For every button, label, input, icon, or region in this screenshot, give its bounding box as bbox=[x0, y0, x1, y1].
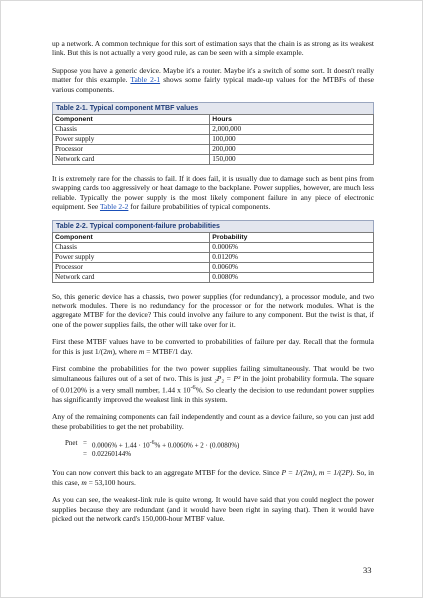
table-cell: Chassis bbox=[53, 242, 210, 252]
table-1-caption: Table 2-1. Typical component MTBF values bbox=[52, 102, 374, 114]
paragraph-8 bbox=[52, 468, 374, 487]
table-cell: 150,000 bbox=[210, 155, 374, 165]
text-run: First combine the probabilities for the two power supplies failing simultaneously. That would be two simultaneous failures out of a set of two. This is just bbox=[52, 364, 374, 383]
text-run: 0.0006% + 1.44 · 10 bbox=[92, 441, 150, 450]
text-run: in the joint probability formula. The square of 0.0120% is a very small number, 1.44 x 10 bbox=[52, 373, 375, 395]
text-run: First these MTBF values have to be converted to probabilities of failure per day. Recall that the formula for this is just 1/(2 bbox=[52, 337, 374, 356]
table-cell: 0.0006% bbox=[210, 242, 374, 252]
header-probability: Probability bbox=[210, 232, 374, 242]
mtbf-table bbox=[52, 114, 374, 165]
table-2-caption: Table 2-2. Typical component-failure probabilities bbox=[52, 220, 374, 232]
table-cell: Processor bbox=[53, 145, 210, 155]
table-2-2-link[interactable]: Table 2-2 bbox=[99, 202, 129, 212]
table-row bbox=[53, 155, 374, 165]
math-variable: m bbox=[81, 477, 87, 487]
math-variable: m bbox=[138, 346, 145, 356]
formula-line-1 bbox=[65, 439, 374, 450]
formula-spacer bbox=[65, 450, 83, 459]
text-run: Suppose you have a generic device. Maybe it's a router. Maybe it's a switch of some sort. It doesn't really matter for this example. bbox=[52, 65, 374, 85]
table-row bbox=[53, 262, 374, 272]
superscript: -6 bbox=[149, 440, 155, 447]
table-header-row bbox=[53, 115, 374, 125]
text-run: You can now convert this back to an aggregate MTBF for the device. Since bbox=[52, 468, 282, 478]
text-run: for failure probabilities of typical components. bbox=[128, 202, 271, 212]
table-row bbox=[53, 272, 374, 282]
equals-sign: = bbox=[83, 439, 87, 448]
table-cell: 2,000,000 bbox=[210, 125, 374, 135]
text-run: % + 0.0060% + 2 · (0.0080%) bbox=[154, 441, 240, 450]
paragraph-6 bbox=[52, 364, 374, 404]
paragraph-9: As you can see, the weakest-link rule is quite wrong. It would have said that you could neglect the power supplies because they are redundant (and it would have been right in saying that). Then it would have picked out the network card's 150,000-hour MTBF value. bbox=[52, 495, 374, 523]
table-cell: Power supply bbox=[53, 135, 210, 145]
table-2-1-link[interactable]: Table 2-1 bbox=[130, 75, 161, 85]
table-cell: Network card bbox=[53, 272, 210, 282]
table-cell: Chassis bbox=[53, 125, 210, 135]
table-cell: 200,000 bbox=[210, 145, 374, 155]
formula-rhs bbox=[92, 439, 239, 450]
paragraph-2 bbox=[52, 66, 374, 94]
table-row bbox=[53, 145, 374, 155]
formula-result: 0.02260144% bbox=[92, 450, 132, 459]
table-cell: 0.0120% bbox=[210, 252, 374, 262]
math-variable: m bbox=[107, 346, 113, 356]
table-cell: Processor bbox=[53, 262, 210, 272]
table-cell: 0.0080% bbox=[210, 272, 374, 282]
header-component: Component bbox=[53, 232, 210, 242]
table-row bbox=[53, 252, 374, 262]
table-cell: Power supply bbox=[53, 252, 210, 262]
text-run: = MTBF/1 day. bbox=[144, 346, 193, 356]
text-run: . So, in this case, bbox=[52, 468, 374, 487]
paragraph-4: So, this generic device has a chassis, two power supplies (for redundancy), a processor module, and two network modules. There is no redundancy for the processor or for the network modules. What is the aggregate MTBF for the device? This could involve any failure to any component. But the twist is that, if one of the power supplies fails, the other will take over for it. bbox=[52, 291, 374, 329]
header-component: Component bbox=[53, 115, 210, 125]
page-number: 33 bbox=[363, 565, 372, 575]
math-expression: ₂P₂ = P² bbox=[214, 373, 241, 383]
table-cell: Network card bbox=[53, 155, 210, 165]
net-probability-formula bbox=[65, 439, 374, 459]
text-run: = 53,100 hours. bbox=[86, 477, 136, 487]
paragraph-3 bbox=[52, 174, 374, 212]
text-run: %. So clearly the decision to use redundant power supplies has significantly improved the weakest link in this system. bbox=[52, 385, 375, 404]
table-cell: 0.0060% bbox=[210, 262, 374, 272]
failure-probability-table bbox=[52, 232, 374, 283]
text-run: ), where bbox=[112, 346, 139, 356]
formula-lhs: Pnet bbox=[65, 439, 78, 448]
page-body bbox=[52, 39, 374, 531]
table-row bbox=[53, 135, 374, 145]
text-run: shows some fairly typical made-up values for the MTBFs of these various components. bbox=[52, 75, 375, 94]
paragraph-5 bbox=[52, 337, 374, 356]
equals-sign: = bbox=[83, 450, 87, 459]
table-cell: 100,000 bbox=[210, 135, 374, 145]
formula-line-2 bbox=[65, 450, 374, 459]
math-expression: P = 1/(2m), m = 1/(2P) bbox=[281, 468, 353, 478]
paragraph-1: up a network. A common technique for this sort of estimation says that the chain is as strong as its weakest link. But this is not actually a very good rule, as can be seen with a simple example. bbox=[52, 39, 374, 58]
table-row bbox=[53, 242, 374, 252]
table-row bbox=[53, 125, 374, 135]
paragraph-7: Any of the remaining components can fail independently and count as a device failure, so you can just add these probabilities to get the net probability. bbox=[52, 412, 374, 431]
table-header-row bbox=[53, 232, 374, 242]
header-hours: Hours bbox=[210, 115, 374, 125]
superscript: -6 bbox=[190, 383, 196, 391]
text-run: It is extremely rare for the chassis to fail. If it does fail, it is usually due to damage such as bent pins from swapping cards too aggressively or heat damage to the backplane. Power supplies, however, are much less reliable. Typically the power supply is the most likely component failure in any piece of electronic equipment. See bbox=[52, 174, 374, 212]
